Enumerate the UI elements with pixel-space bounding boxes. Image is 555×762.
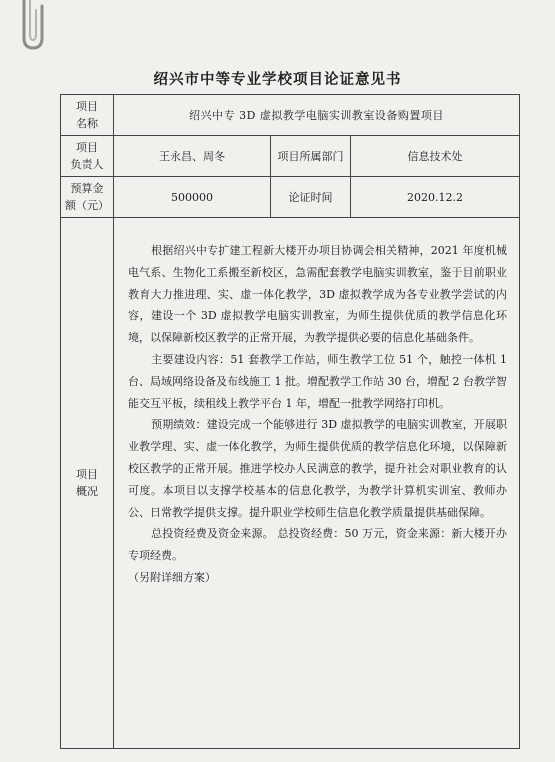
budget-value: 500000 [114,177,271,218]
overview-content [114,218,520,749]
review-time-label: 论证时间 [271,177,351,218]
project-form-table [60,94,520,749]
overview-paragraph: 预期绩效：建设完成一个能够进行 3D 虚拟教学的电脑实训教室，开展职业教学理、实、虚一体化教学，为师生提供优质的教学信息化环境，以保障新校区教学的正常开展。推进学校办人民满意的教学，提升社会对职业教育的认可度。本项目以支撑学校基本的信息化教学，为教学计算机实训室、教师办公、日常教学提供支撑。提升职业学校师生信息化教学质量提供基础保障。 [128,418,508,519]
department-value: 信息技术处 [351,136,520,177]
document-title: 绍兴市中等专业学校项目论证意见书 [153,72,402,88]
overview-paragraph: 总投资经费及资金来源。 总投资经费：50 万元，资金来源：新大楼开办专项经费。 [128,527,508,563]
review-time-value: 2020.12.2 [351,177,520,218]
overview-paragraph: 根据绍兴中专扩建工程新大楼开办项目协调会相关精神，2021 年度机械电气系、生物化工系搬至新校区，急需配套教学电脑实训教室，鉴于目前职业教育大力推进理、实、虚一体化教学，3D 虚拟教学成为各专业教学尝试的内容，建设一个 3D 虚拟教学电脑实训教室，为师生提供优质的教学信息化环境，以保障新校区教学的正常开展，为教学提供必要的信息化基础条件。 [128,244,508,345]
budget-label: 预算金 额（元） [61,177,114,218]
department-label: 项目所属部门 [271,136,351,177]
leader-label: 项目 负责人 [61,136,114,177]
leader-value: 王永昌、周冬 [114,136,271,177]
project-name-value: 绍兴中专 3D 虚拟教学电脑实训教室设备购置项目 [114,95,520,136]
project-name-label: 项目 名称 [61,95,114,136]
overview-paragraph: 主要建设内容：51 套教学工作站，师生教学工位 51 个，触控一体机 1 台、局域网络设备及布线施工 1 批。增配教学工作站 30 台，增配 2 台教学智能交互平板，续租线上教学平台 1 年，增配一批教学网络打印机。 [128,352,508,410]
overview-label: 项目 概况 [61,218,114,749]
attachment-note: （另附详细方案） [128,570,216,584]
paper-clip-icon [14,0,46,52]
